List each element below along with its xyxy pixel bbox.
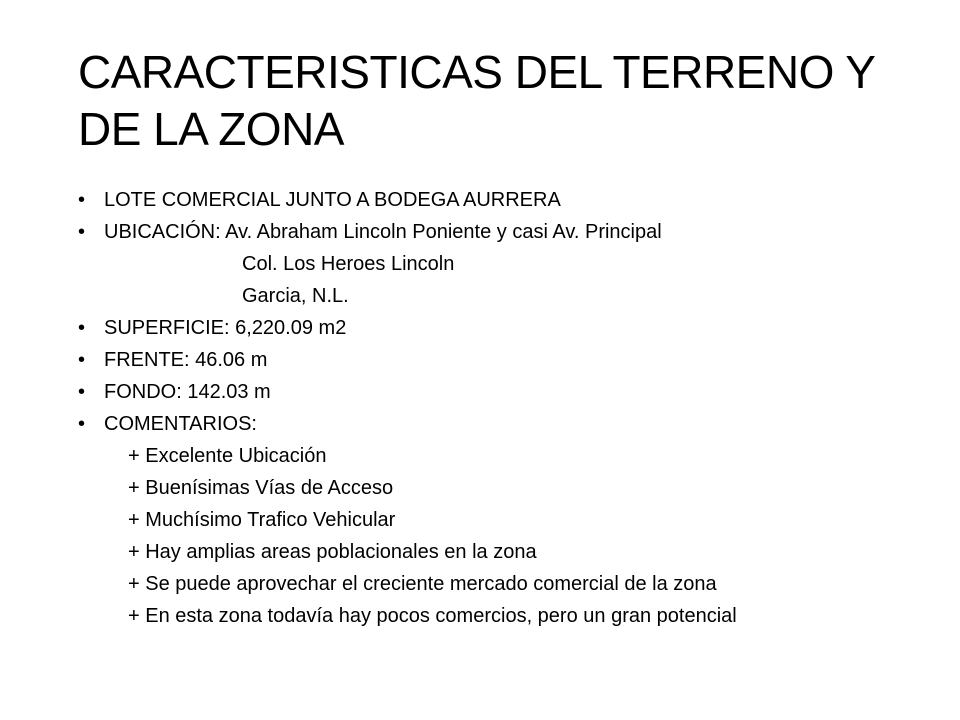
address-line-colonia: Col. Los Heroes Lincoln bbox=[242, 253, 455, 275]
bullet-superficie bbox=[78, 312, 938, 344]
bullet-text: LOTE COMERCIAL JUNTO A BODEGA AURRERA bbox=[104, 189, 561, 211]
comment-mercado-comercial: + Se puede aprovechar el creciente mercado comercial de la zona bbox=[128, 573, 717, 595]
bullet-dot-icon: • bbox=[78, 317, 86, 339]
bullet-text: COMENTARIOS: bbox=[104, 413, 257, 435]
bullet-fondo bbox=[78, 376, 938, 408]
address-line-ciudad: Garcia, N.L. bbox=[242, 285, 349, 307]
bullet-dot-icon: • bbox=[78, 349, 86, 371]
bullet-frente bbox=[78, 344, 938, 376]
bullet-dot-icon: • bbox=[78, 413, 86, 435]
comment-trafico-vehicular: + Muchísimo Trafico Vehicular bbox=[128, 509, 396, 531]
bullet-text: UBICACIÓN: Av. Abraham Lincoln Poniente y casi Av. Principal bbox=[104, 221, 662, 243]
bullet-dot-icon: • bbox=[78, 381, 86, 403]
slide-body-list bbox=[78, 184, 938, 632]
slide-title: CARACTERISTICAS DEL TERRENO Y DE LA ZONA bbox=[78, 46, 875, 155]
bullet-ubicacion bbox=[78, 216, 938, 248]
comment-vias-de-acceso: + Buenísimas Vías de Acceso bbox=[128, 477, 394, 499]
bullet-lote-comercial bbox=[78, 184, 938, 216]
bullet-text: SUPERFICIE: 6,220.09 m2 bbox=[104, 317, 347, 339]
bullet-text: FRENTE: 46.06 m bbox=[104, 349, 268, 371]
comment-areas-poblacionales: + Hay amplias areas poblacionales en la zona bbox=[128, 541, 537, 563]
bullet-dot-icon: • bbox=[78, 189, 86, 211]
bullet-comentarios bbox=[78, 408, 938, 440]
bullet-dot-icon: • bbox=[78, 221, 86, 243]
bullet-text: FONDO: 142.03 m bbox=[104, 381, 271, 403]
comment-pocos-comercios: + En esta zona todavía hay pocos comercios, pero un gran potencial bbox=[128, 605, 737, 627]
comment-excelente-ubicacion: + Excelente Ubicación bbox=[128, 445, 327, 467]
